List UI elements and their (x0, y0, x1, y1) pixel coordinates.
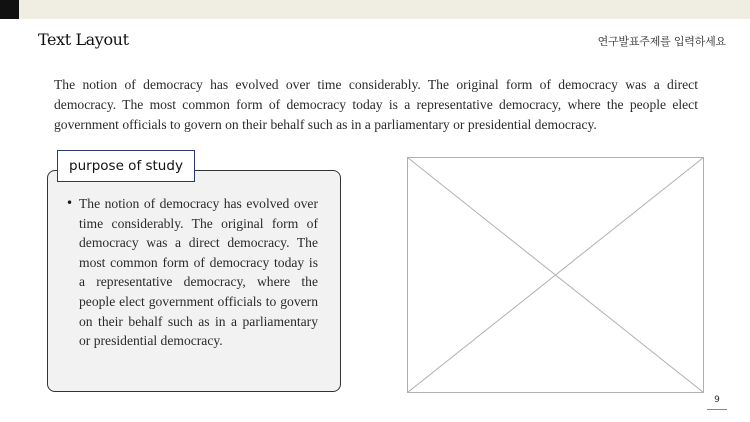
study-list (66, 194, 318, 351)
top-corner-block (0, 0, 19, 19)
page-number: 9 (714, 395, 720, 405)
top-banner (0, 0, 750, 19)
study-heading-tab (57, 150, 195, 182)
intro-paragraph: The notion of democracy has evolved over time considerably. The original form of democracy was a direct democracy. The most common form of democracy today is a representative democracy, where the people elect government officials to govern on their behalf such as in a parliamentary or presidential democracy. (54, 77, 698, 132)
study-item-text: The notion of democracy has evolved over time considerably. The original form of democracy was a direct democracy. The most common form of democracy today is a representative democracy, where the people elect government officials to govern on their behalf such as in a parliamentary or presidential democracy. (79, 196, 318, 349)
slide-subtitle: 연구발표주제를 입력하세요 (597, 35, 726, 48)
slide-title: Text Layout (38, 30, 129, 49)
page-number-underline (707, 409, 727, 410)
image-placeholder-icon (407, 157, 704, 393)
list-item (66, 194, 318, 351)
study-heading: purpose of study (69, 158, 183, 174)
bullet-icon: • (66, 196, 74, 210)
